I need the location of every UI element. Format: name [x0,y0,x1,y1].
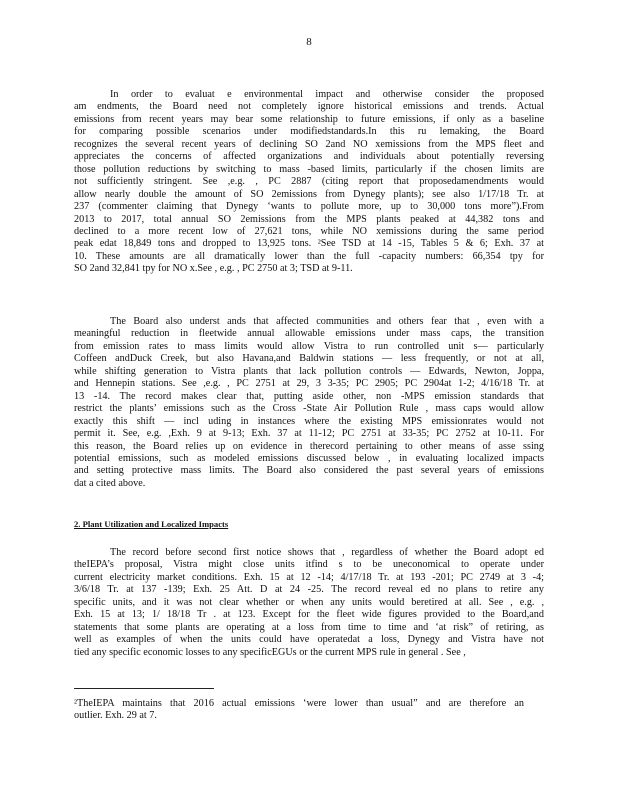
text-line: while shifting generation to Vistra plants that lack pollution controls — Edwards, Newton, Joppa, [74,365,544,377]
text-line: peak edat 18,849 tons and dropped to 13,925 tons. ²See TSD at 14 -15, Tables 5 & 6; Exh. 37 at [74,238,544,250]
text-line: am endments, the Board need not completely ignore historical emissions and trends. Actual [74,101,544,113]
text-line: exactly this shift — incl uding in instances where the existing MPS emissionrates would not [74,415,544,427]
page-number: 8 [306,36,312,48]
text-line: ²TheIEPA maintains that 2016 actual emissions ‘were lower than usual” and are therefore an [74,698,524,709]
text-line: this reason, the Board relies up on evidence in therecord pertaining to other means of asse ssing [74,440,544,452]
text-line: meaningful reduction in fleetwide annual allowable emissions under mass caps, the transition [74,328,544,340]
paragraph-mass-caps-shift [74,316,544,490]
text-line: from emission rates to mass limits would allow Vistra to run controlled unit s— particularly [74,340,544,352]
text-line: 13 -14. The record makes clear that, putting aside other, non -MPS emission standards that [74,390,544,402]
text-line: statements that some plants are operating at a loss from time to time and ‘at risk” of retiring, as [74,621,544,633]
text-line: and Hennepin stations. See ,e.g. , PC 2751 at 29, 3 3-35; PC 2905; PC 2904at 1-2; 4/16/18 Tr. at [74,378,544,390]
text-line: tied any specific economic losses to any specificEGUs or the current MPS rule in general . See , [74,646,466,658]
footnote [74,698,524,723]
text-line: well as examples of when the units could have operatedat a loss, Dynegy and Vistra have not [74,634,544,646]
text-line: recognizes the several recent years of declining SO 2and NO xemissions from the MPS fleet and [74,138,544,150]
text-line: current electricity market conditions. Exh. 15 at 12 -14; 4/17/18 Tr. at 193 -201; PC 2749 at 3 -4; [74,571,544,583]
text-line: 10. These amounts are all dramatically lower than the full -capacity numbers: 66,354 tpy for [74,250,544,262]
text-line: The Board also underst ands that affected communities and others fear that , even with a [110,316,544,327]
text-line: and setting protective mass limits. The Board also considered the past several years of emissions [74,465,544,477]
text-line: dat a cited above. [74,477,146,489]
text-line: restrict the plants’ emissions such as the Cross -State Air Pollution Rule , mass caps would allow [74,403,544,415]
text-line: potential emissions, such as modeled emissions discussed below , in evaluating localized impacts [74,452,544,464]
text-line: for comparing possible scenarios under modifiedstandards.In this ru lemaking, the Board [74,126,544,138]
text-line: 2013 to 2017, total annual SO 2emissions from the MPS plants peaked at 44,382 tons and [74,213,544,225]
text-line: 237 (commenter claiming that Dynegy ‘wants to pollute more, up to 30,000 tons more”).From [74,201,544,213]
text-line: emissions from recent years may bear some relationship to future emissions, if only as a baseline [74,113,544,125]
text-line: theIEPA’s proposal, Vistra might close units itfind s to be uneconomical to operate under [74,559,544,571]
text-line: The record before second first notice shows that , regardless of whether the Board adopt ed [110,547,544,558]
footnote-divider [74,688,214,689]
text-line: appreciates the concerns of affected organizations and individuals about potentially reversing [74,151,544,163]
text-line: specific units, and it was not clear whether or when any units would beretired at all. See , e.g. , [74,596,544,608]
paragraph-emissions-trends [74,89,544,276]
text-line: 3/6/18 Tr. at 137 -139; Exh. 25 Att. D at 24 -25. The record reveal ed no plans to retire any [74,584,544,596]
section-heading: 2. Plant Utilization and Localized Impacts [74,519,229,529]
text-line: allow nearly double the amount of SO 2emissions from Dynegy plants); see also 1/17/18 Tr. at [74,188,544,200]
text-line: those pollution reductions by switching to mass -based limits, particularly if the chosen limits are [74,163,544,175]
text-line: permit it. See, e.g. ,Exh. 9 at 9-13; Exh. 37 at 11-12; PC 2751 at 33-35; PC 2752 at 10-11. For [74,428,544,440]
text-line: declined to a more recent low of 27,621 tons, while NO xemissions during the same period [74,225,544,237]
text-line: not sufficiently stringent. See ,e.g. , PC 2887 (citing report that proposedamendments would [74,176,544,188]
text-line: In order to evaluat e environmental impact and otherwise consider the proposed [110,89,544,100]
paragraph-plant-utilization [74,547,544,659]
text-line: outlier. Exh. 29 at 7. [74,710,157,722]
text-line: Coffeen andDuck Creek, but also Havana,and Baldwin stations — less frequently, or not at all, [74,353,544,365]
text-line: Exh. 15 at 13; 1/ 18/18 Tr . at 123. Except for the fleet wide figures provided to the Board,and [74,609,544,621]
text-line: SO 2and 32,841 tpy for NO x.See , e.g. , PC 2750 at 3; TSD at 9-11. [74,263,353,275]
